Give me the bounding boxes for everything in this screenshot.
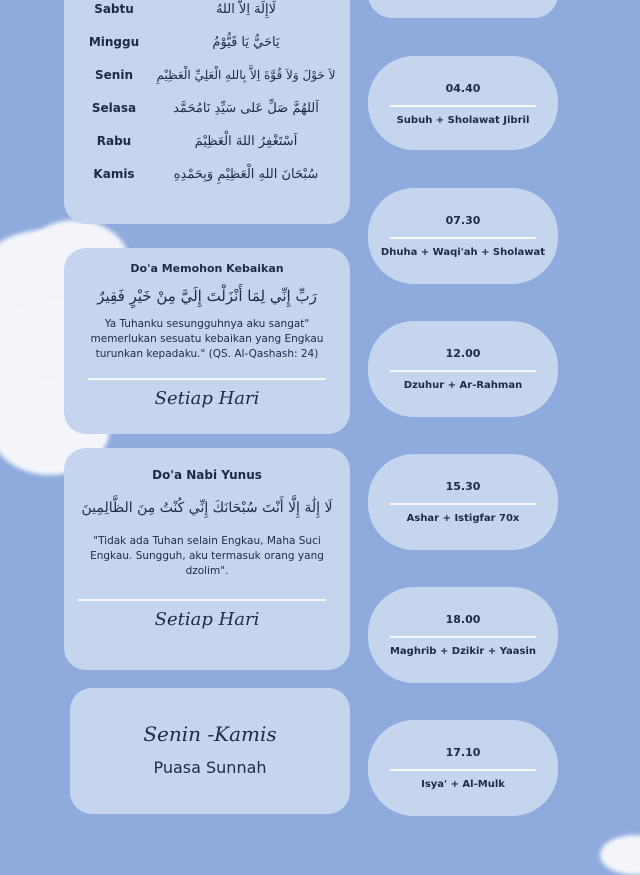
day-row — [64, 68, 348, 88]
divider — [88, 378, 326, 380]
schedule-pill — [368, 321, 558, 417]
frequency-label: Setiap Hari — [154, 608, 260, 630]
divider — [390, 503, 536, 505]
day-name: Rabu — [96, 134, 132, 148]
translation-line: turunkan kepadaku." (QS. Al-Qashash: 24) — [95, 348, 319, 360]
schedule-pill — [368, 720, 558, 816]
doa-yunus-card — [64, 448, 350, 670]
schedule-pill — [368, 56, 558, 150]
schedule-activity: Ashar + Istigfar 70x — [406, 512, 520, 524]
schedule-pill — [368, 188, 558, 284]
dzikir-text: اَسْتَغْفِرُ اللهَ الْعَظِيْمَ — [194, 134, 298, 149]
schedule-activity: Dzuhur + Ar-Rahman — [403, 379, 523, 391]
day-row — [64, 35, 348, 55]
day-name: Minggu — [88, 35, 140, 49]
divider — [390, 636, 536, 638]
schedule-activity: Dhuha + Waqi'ah + Sholawat — [380, 246, 546, 258]
schedule-time: 07.30 — [445, 214, 481, 227]
doa-title: Do'a Memohon Kebaikan — [130, 262, 284, 275]
day-name: Kamis — [93, 167, 135, 181]
day-name: Senin — [95, 68, 133, 82]
frequency-label: Setiap Hari — [154, 387, 260, 409]
day-row — [64, 134, 348, 154]
divider — [390, 769, 536, 771]
doa-translation — [64, 317, 350, 362]
dzikir-text: اَللهُمَّ صَلِّ عَلى سَيِّدِ نَامُحَمَّد — [173, 101, 319, 116]
translation-line: memerlukan sesuatu kebaikan yang Engkau — [90, 333, 324, 345]
divider — [390, 370, 536, 372]
dzikir-text: لاَ حَوْلَ وَلاَ قُوَّةَ اِلاَّ بِاللهِ الْعَلِيِّ الْعَظِيْمِ — [156, 68, 336, 82]
dzikir-text: لَاإِلَهَ اِلاَّ اللهُ — [215, 2, 277, 17]
doa-kebaikan-card — [64, 248, 350, 434]
puasa-days: Senin -Kamis — [143, 722, 277, 746]
puasa-card — [70, 688, 350, 814]
divider — [390, 105, 536, 107]
puasa-label: Puasa Sunnah — [153, 758, 267, 777]
day-row — [64, 2, 348, 22]
doa-arabic: لَا إِلَٰهَ إِلَّا أَنْتَ سُبْحَانَكَ إِنِّي كُنْتُ مِنَ الظَّالِمِينَ — [81, 500, 333, 516]
schedule-activity: Isya' + Al-Mulk — [421, 778, 505, 790]
day-row — [64, 101, 348, 121]
translation-line: "Tidak ada Tuhan selain Engkau, Maha Suci — [93, 535, 321, 547]
translation-line: Ya Tuhanku sesungguhnya aku sangat" — [104, 318, 310, 330]
doa-arabic: رَبِّ إِنِّي لِمَا أَنْزَلْتَ إِلَيَّ مِنْ خَيْرٍ فَقِيرٌ — [97, 287, 317, 305]
schedule-time: 15.30 — [445, 480, 481, 493]
schedule-pill — [368, 454, 558, 550]
schedule-pill-partial — [368, 0, 558, 18]
dzikir-text: سُبْحَانَ اللهِ الْعَظِيْمِ وَبِحَمْدِهِ — [173, 167, 319, 182]
day-name: Sabtu — [94, 2, 134, 16]
translation-line: Engkau. Sungguh, aku termasuk orang yang — [90, 550, 324, 562]
dzikir-text: يَاحَيُّ يَا قَيُّوْمُ — [212, 35, 280, 50]
schedule-activity: Subuh + Sholawat Jibril — [396, 114, 530, 126]
divider — [78, 599, 326, 601]
divider — [390, 237, 536, 239]
dzikir-days-card — [64, 0, 350, 224]
doa-translation — [64, 534, 350, 579]
schedule-time: 17.10 — [445, 746, 481, 759]
schedule-time: 12.00 — [445, 347, 481, 360]
schedule-pill — [368, 587, 558, 683]
schedule-time: 04.40 — [445, 82, 481, 95]
doa-title: Do'a Nabi Yunus — [152, 468, 262, 482]
day-row — [64, 167, 348, 187]
day-name: Selasa — [91, 101, 137, 115]
schedule-activity: Maghrib + Dzikir + Yaasin — [389, 645, 537, 657]
schedule-time: 18.00 — [445, 613, 481, 626]
translation-line: dzolim". — [185, 565, 229, 577]
